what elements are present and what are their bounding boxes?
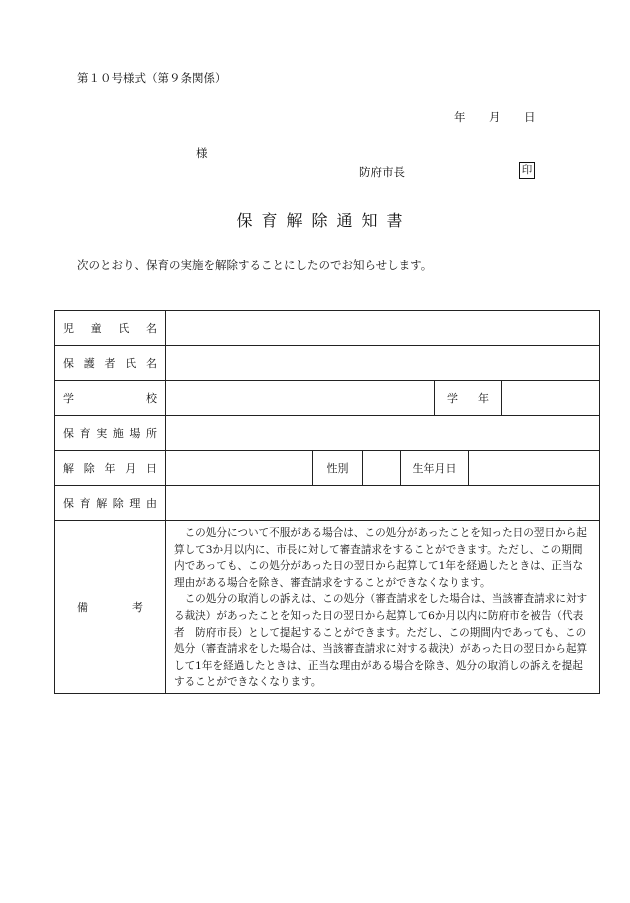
label-char: 場 (129, 427, 141, 440)
reason-label (55, 495, 165, 511)
label-char: 育 (79, 497, 91, 510)
row-place (55, 416, 600, 451)
guardian-name-field[interactable] (166, 346, 600, 381)
row-child-name (55, 311, 600, 346)
page-title: 保育解除通知書 (236, 211, 412, 230)
row-reason (55, 486, 600, 521)
label-char: 解 (96, 497, 108, 510)
gender-field[interactable] (363, 451, 401, 486)
label-char: 学 (447, 392, 458, 405)
birthdate-field[interactable] (469, 451, 600, 486)
remarks-text (166, 521, 600, 694)
birthdate-label: 生年月日 (401, 451, 469, 486)
label-char: 童 (90, 322, 102, 335)
notice-form-table (54, 310, 600, 694)
remarks-paragraph-1: この処分について不服がある場合は、この処分があったことを知った日の翌日から起算して3か月以内に、市長に対して審査請求をすることができます。ただし、この期間内であっても、この処分があった日の翌日から起算して1年を経過したときは、正当な理由がある場合を除き、審査請求をすることができなくなります。 (174, 527, 587, 589)
grade-field[interactable] (502, 381, 600, 416)
label-char: 名 (146, 357, 157, 370)
label-char: 児 (63, 322, 74, 335)
label-char: 由 (145, 497, 157, 510)
label-char: 施 (112, 427, 124, 440)
date-day-label: 日 (524, 110, 536, 124)
row-school (55, 381, 600, 416)
grade-label (435, 390, 501, 406)
label-char: 所 (145, 427, 157, 440)
label-char: 氏 (118, 322, 130, 335)
addressee-suffix: 様 (196, 146, 208, 160)
remarks-label (55, 599, 165, 615)
guardian-name-label (55, 355, 165, 371)
label-char: 学 (63, 392, 74, 405)
label-char: 解 (63, 462, 74, 475)
form-number: 第１０号様式（第９条関係） (77, 71, 227, 85)
date-year-label: 年 (454, 110, 466, 124)
label-char: 除 (112, 497, 124, 510)
label-char: 日 (146, 462, 157, 475)
child-name-label (55, 320, 165, 336)
gender-label: 性別 (313, 451, 363, 486)
place-label (55, 425, 165, 441)
seal-mark: 印 (519, 162, 535, 179)
issuer-name: 防府市長 (359, 165, 405, 179)
label-char: 者 (104, 357, 116, 370)
label-char: 保 (63, 427, 74, 440)
label-char: 年 (104, 462, 116, 475)
label-char: 除 (83, 462, 95, 475)
intro-text: 次のとおり、保育の実施を解除することにしたのでお知らせします。 (77, 258, 433, 272)
row-remarks (55, 521, 600, 694)
label-char: 実 (96, 427, 108, 440)
school-field[interactable] (166, 381, 435, 416)
label-char: 護 (83, 357, 95, 370)
label-char: 理 (129, 497, 141, 510)
label-char: 月 (125, 462, 137, 475)
label-char: 備 (77, 600, 88, 614)
remarks-paragraph-2: この処分の取消しの訴えは、この処分（審査請求をした場合は、当該審査請求に対する裁決）があったことを知った日の翌日から起算して6か月以内に防府市を被告（代表者 防府市長）として提起することができます。ただし、この期間内であっても、この処分（審査請求をした場合は、当該審査請求に対する裁決）があった日の翌日から起算して1年を経過したときは、正当な理由がある場合を除き、処分の取消しの訴えを提起することができなくなります。 (174, 593, 588, 689)
label-char: 名 (145, 322, 157, 335)
label-char: 考 (132, 600, 143, 614)
child-name-field[interactable] (166, 311, 600, 346)
label-char: 年 (478, 392, 489, 405)
label-char: 育 (79, 427, 91, 440)
reason-field[interactable] (166, 486, 600, 521)
label-char: 氏 (125, 357, 137, 370)
grade-label-cell (435, 381, 502, 416)
label-char: 校 (146, 392, 157, 405)
place-field[interactable] (166, 416, 600, 451)
release-date-label (55, 460, 165, 476)
school-label (55, 390, 165, 406)
row-guardian-name (55, 346, 600, 381)
label-char: 保 (63, 497, 74, 510)
label-char: 保 (63, 357, 74, 370)
date-month-label: 月 (489, 110, 501, 124)
release-date-field[interactable] (166, 451, 313, 486)
row-release-date (55, 451, 600, 486)
